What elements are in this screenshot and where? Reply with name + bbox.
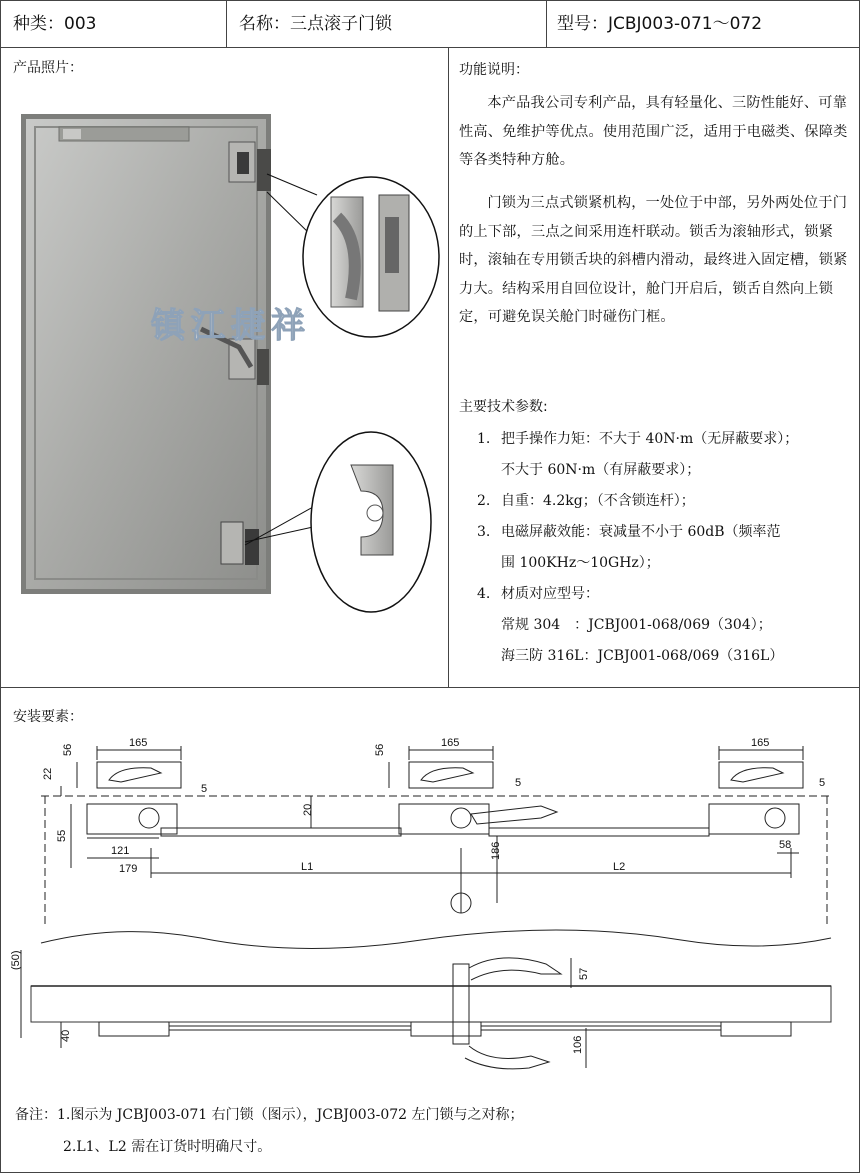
dim-56-left: 56: [62, 743, 74, 756]
function-paragraph-1: 本产品我公司专利产品，具有轻量化、三防性能好、可靠性高、免维护等优点。使用范围广泛，适用于电磁类、保障类等各类特种方舱。: [459, 95, 848, 168]
product-photo: [1, 67, 448, 687]
dim-165-left: 165: [129, 737, 148, 749]
header-row: [1, 1, 859, 48]
function-title: 功能说明：: [459, 62, 529, 78]
note-line-1: 备注：1.图示为 JCBJ003-071 右门锁（图示），JCBJ003-072 左门锁与之对称；: [15, 1107, 524, 1123]
spec-text: 围 100KHz～10GHz）；: [501, 555, 660, 571]
dim-106: 106: [572, 1035, 584, 1054]
model-cell: 型号：JCBJ003-071～072: [557, 14, 763, 34]
note-line-2: 2.L1、L2 需在订货时明确尺寸。: [63, 1139, 272, 1155]
install-label: 安装要素：: [13, 709, 83, 725]
content-row: [1, 47, 859, 688]
dim-22: 22: [42, 767, 54, 780]
photo-label: 产品照片：: [13, 60, 83, 76]
spec-item: [459, 579, 857, 610]
spec-text: 电磁屏蔽效能：衰减量不小于 60dB（频率范: [501, 524, 781, 540]
spec-item: [459, 486, 857, 517]
photo-panel: [1, 47, 449, 687]
spec-item: [459, 517, 857, 548]
spec-text: 把手操作力矩：不大于 40N·m（无屏蔽要求）；: [501, 431, 799, 447]
dim-40: 40: [60, 1029, 72, 1042]
spec-text: 材质对应型号：: [501, 586, 599, 602]
spec-item-cont: [459, 455, 857, 486]
material-316l: 海三防 316L：JCBJ001-068/069（316L）: [501, 648, 784, 664]
dim-186: 186: [490, 841, 502, 860]
spec-number: 3.: [477, 524, 491, 540]
install-section: [1, 688, 859, 1172]
dim-165-mid: 165: [441, 737, 460, 749]
dim-5-left: 5: [201, 783, 208, 795]
spec-text: 不大于 60N·m（有屏蔽要求）；: [501, 462, 701, 478]
dim-56-mid: 56: [374, 743, 386, 756]
section-view: [21, 950, 831, 1069]
dim-5-mid: 5: [515, 777, 522, 789]
name-cell: 名称：三点滚子门锁: [227, 1, 547, 47]
spec-item: [459, 424, 857, 455]
dim-L1: L1: [301, 861, 314, 873]
watermark-text: 镇江捷祥: [151, 307, 311, 345]
dim-50: (50): [10, 950, 22, 970]
function-paragraph-2: 门锁为三点式锁紧机构，一处位于中部，另外两处位于门的上下部，三点之间采用连杆联动。锁舌为滚轴形式，锁紧时，滚轴在专用锁舌块的斜槽内滑动，最终进入固定槽，锁紧力大。结构采用自回位设计，舱门开启后，锁舌自然向上锁定，可避免误关舱门时碰伤门框。: [459, 195, 848, 325]
specs-title: 主要技术参数:: [459, 399, 548, 415]
dim-L2: L2: [613, 861, 626, 873]
dim-55: 55: [56, 829, 68, 842]
spec-text: 自重：4.2kg；（不含锁连杆）；: [501, 493, 695, 509]
dim-121: 121: [111, 845, 130, 857]
specs-list: [459, 424, 857, 672]
spec-item-cont: [459, 548, 857, 579]
dim-20: 20: [302, 803, 314, 816]
dim-58: 58: [779, 839, 792, 851]
material-line: [459, 641, 857, 672]
spec-number: 2.: [477, 493, 491, 509]
dim-57: 57: [578, 967, 590, 980]
material-304: 常规 304 ：JCBJ001-068/069（304）；: [501, 617, 772, 633]
dim-165-right: 165: [751, 737, 770, 749]
dim-5-right: 5: [819, 777, 826, 789]
install-drawing: [1, 728, 859, 1108]
dim-179: 179: [119, 863, 138, 875]
spec-number: 1.: [477, 431, 491, 447]
function-panel: [449, 47, 859, 687]
spec-number: 4.: [477, 586, 491, 602]
material-line: [459, 610, 857, 641]
category-cell: 种类：003: [1, 1, 227, 47]
